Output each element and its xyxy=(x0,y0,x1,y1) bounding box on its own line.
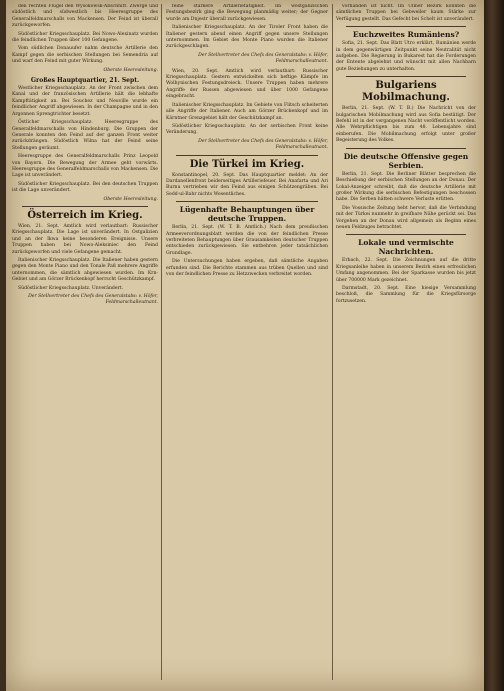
paragraph: Südöstlicher Kriegsschauplatz. An der serbischen Front keine Veränderung. xyxy=(166,123,328,136)
column-middle xyxy=(166,4,328,280)
column-left xyxy=(12,4,158,310)
paragraph: Sofia, 21. Sept. Das Blatt Utro erklärt, Rumänien werde in dem gegenwärtigen Zeitpunkt seine Neutralität nicht aufgeben. Die Regierung in Bukarest hat die Forderungen der Entente abgelehnt und wünscht mit allen Nachbarn gute Beziehungen zu unterhalten. xyxy=(336,41,476,72)
paragraph: Heeresgruppe des Generalfeldmarschalls Prinz Leopold von Bayern. Die Bewegung der Armee geht vorwärts. Heeresgruppe des Generalfeldmarschalls von Mackensen. Die Lage ist unverändert. xyxy=(12,154,158,179)
section-heading-romania: Euchzweites Rumäniens? xyxy=(352,30,460,40)
divider xyxy=(346,148,466,149)
paragraph: Vom südlichen Donauufer nahm deutsche Artillerie den Kampf gegen die serbischen Stellungen bei Semendria auf und warf den Feind mit guter Wirkung. xyxy=(12,46,158,65)
section-heading-bulgaria: Bulgariens Mobilmachung. xyxy=(362,80,450,104)
paragraph: Berlin, 21. Sept. Die Berliner Blätter besprechen die Beschießung der serbischen Stellungen an der Donau. Der Lokal-Anzeiger schreibt, daß die deutsche Artillerie mit großer Wirkung die serbischen Befestigungen beschossen habe. Die Serben hätten schwere Verluste erlitten. xyxy=(336,171,476,203)
paragraph: Konstantinopel, 20. Sept. Das Hauptquartier meldet: An der Dardanellenfront beiderseitiges Artilleriefeuer. Bei Anafarta und Ari Burnu vertrieben wir den Feind aus einigen Schützengräben. Bei Sedd-ul-Bahr nichts Wesentliches. xyxy=(166,172,328,197)
paragraph: den rechten Flügel den Wysokowsk-Abschnitt. Zwerge und südöstlich und südwestlich bis Heeresgruppe des Generalfeldmarschalls von Mackensen. Der Feind ist überall zurückgeworfen. xyxy=(12,4,158,29)
section-heading-local-news: Lokale und vermischte Nachrichten. xyxy=(358,238,454,257)
section-heading-claims: Lügenhafte Behauptungen über deutsche Truppen. xyxy=(179,205,315,224)
section-heading-turkey: Die Türkei im Krieg. xyxy=(189,158,305,170)
binding-spine xyxy=(484,0,504,691)
signature: Der Stellvertreter des Chefs des Generalstabs: v. Höfer, Feldmarschalleutnant. xyxy=(198,52,328,65)
divider xyxy=(346,234,466,235)
divider xyxy=(176,201,318,202)
section-heading-serbia: Die deutsche Offensive gegen Serbien. xyxy=(343,151,469,170)
divider xyxy=(346,76,466,77)
paragraph: Darmstadt, 20. Sept. Eine hiesige Versammlung beschloß, die Sammlung für die Kriegsfürsorge fortzusetzen. xyxy=(336,285,476,304)
signature: Oberste Heeresleitung. xyxy=(103,67,158,73)
paragraph: Östlicher Kriegsschauplatz. Heeresgruppe des Generalfeldmarschalls von Hindenburg. Die Gruppen der Generale konnten den Feind auf der ganzen Front weiter zurückdrängen. Südöstlich Wilna hat der Feind seine Stellungen geräumt. xyxy=(12,120,158,151)
paragraph: Wien, 21. Sept. Amtlich wird verlautbart: Russischer Kriegsschauplatz. Die Lage ist unverändert. In Ostgalizien und an der Ikwa keine besonderen Ereignisse. Unsere Truppen haben bei Nowo-Aleksiniec den Feind zurückgeworfen und viele Gefangene gemacht. xyxy=(12,223,158,255)
column-divider xyxy=(161,4,162,680)
paragraph: Berlin, 21. Sept. (W. T. B.) Die Nachricht von der bulgarischen Mobilmachung wird aus Sofia bestätigt. Der Befehl ist in der vergangenen Nacht veröffentlicht worden. Alle Wehrpflichtigen bis zum 48. Lebensjahre sind einberufen. Die Mobilmachung erfolgt unter großer Begeisterung des Volkes. xyxy=(336,106,476,144)
section-heading-austria: Österreich im Krieg. xyxy=(27,209,143,221)
paragraph: vorhanden ist nicht. Im Ulmer Bezirk konnten die sämtlichen Truppen bei Gebweiler kaum Stärke zur Verfügung gestellt. Das Gefecht bei Schelt ist unverändert. xyxy=(336,4,476,22)
signature: Der Stellvertreter des Chefs des Generalstabs: v. Höfer, Feldmarschalleutnant. xyxy=(198,138,328,151)
paragraph: Erbach, 22. Sept. Die Zeichnungen auf die dritte Kriegsanleihe haben in unserem Bezirk einen erfreulichen Umfang angenommen. Bei der Sparkasse wurden bis jetzt über 700000 Mark gezeichnet. xyxy=(336,258,476,283)
dispatch-heading: Großes Hauptquartier, 21. Sept. xyxy=(30,77,140,85)
divider xyxy=(22,206,148,207)
divider xyxy=(346,26,466,27)
newspaper-page xyxy=(6,0,484,691)
signature: Oberste Heeresleitung. xyxy=(103,196,158,202)
paragraph: Die Vossische Zeitung hebt hervor, daß die Verbindung mit der Türkei nunmehr in greifbare Nähe gerückt sei. Das Vorgehen an der Donau wird allgemein als Beginn eines neuen Feldzuges betrachtet. xyxy=(336,205,476,230)
paragraph: Italienischer Kriegsschauplatz. Im Gebiete von Flitsch scheiterten alle Angriffe der Italiener. Auch am Görzer Brückenkopf und im Kärntner Grenzgebiet hält der Geschützkampf an. xyxy=(166,102,328,121)
paragraph: Wien, 20. Sept. Amtlich wird verlautbart: Russischer Kriegsschauplatz. Gestern entwickelten sich heftige Kämpfe im Wolhynischen Festungsdreieck. Unsere Truppen haben mehrere Angriffe der Russen abgewiesen und über 1000 Gefangene eingebracht. xyxy=(166,68,328,100)
paragraph: Südöstlicher Kriegsschauplatz. Bei Nowo-Alexinatz wurden die feindlichen Truppen über 100 Gefangene. xyxy=(12,31,158,44)
divider xyxy=(176,155,318,156)
paragraph: Italienischer Kriegsschauplatz. Die Italiener haben gestern gegen den Monte Piano und den Tonale Paß mehrere Angriffe unternommen, die sämtlich abgewiesen wurden. Im Krn-Gebiet und am Görzer Brückenkopf herrscht Geschützkampf. xyxy=(12,258,158,283)
column-divider xyxy=(332,4,333,680)
paragraph: Berlin, 21. Sept. (W. T. B. Amtlich.) Nach dem preußischen Armeeverordnungsblatt werden die von der feindlichen Presse verbreiteten Behauptungen über Grausamkeiten deutscher Truppen entschieden zurückgewiesen. Sie entbehren jeder tatsächlichen Grundlage. xyxy=(166,225,328,256)
column-right xyxy=(336,4,476,307)
paragraph: Italienischer Kriegsschauplatz. An der Tiroler Front haben die Italiener gestern abend einen Angriff gegen unsere Stellungen unternommen. Im Gebiet des Monte Piano wurden die Italiener zurückgeschlagen. xyxy=(166,25,328,50)
paragraph: Westlicher Kriegsschauplatz. An der Front zwischen dem Kanal und der französischen Artillerie hält die lebhafte Kampftätigkeit an. Bei Souchez und Neuville wurde ein feindlicher Angriff abgewiesen. In der Champagne und in den Argonnen Sprengtrichter besetzt. xyxy=(12,86,158,117)
signature: Der Stellvertreter des Chefs des Generalstabs: v. Höfer, Feldmarschalleutnant. xyxy=(28,294,158,306)
paragraph: Die Untersuchungen haben ergeben, daß sämtliche Angaben erfunden sind. Die Berichte stammen aus trüben Quellen und sind von der feindlichen Presse zu Hetzzwecken verbreitet worden. xyxy=(166,259,328,277)
paragraph: Südöstlicher Kriegsschauplatz. Bei den deutschen Truppen ist die Lage unverändert. xyxy=(12,181,158,194)
paragraph: feine stärkere Artillerietätigkeit. Im westgalizischen Festungsbezirk ging die Bewegung planmäßig weiter; der Gegner wurde am Dnjestr überall zurückgewiesen. xyxy=(166,4,328,22)
paragraph: Südöstlicher Kriegsschauplatz. Unverändert. xyxy=(18,285,124,291)
